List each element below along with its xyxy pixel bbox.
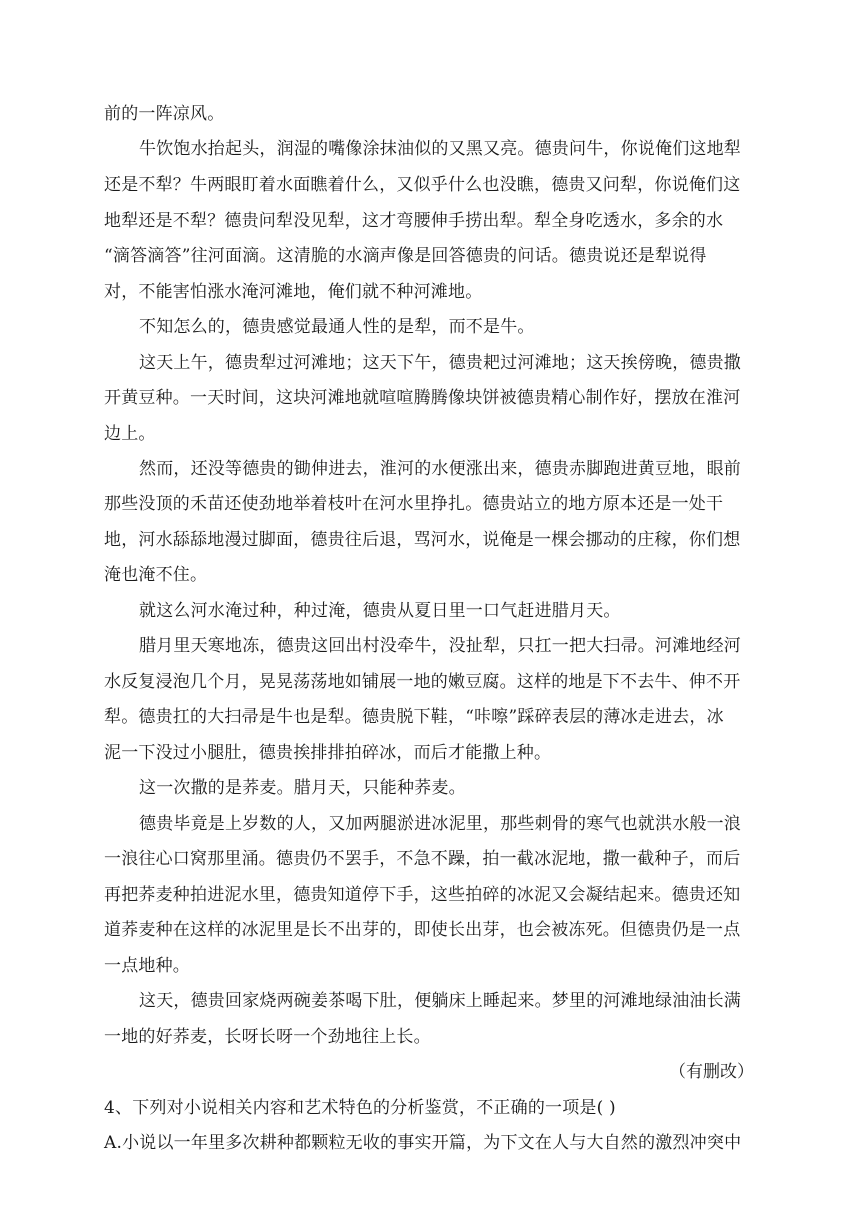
text-line: 泥一下没过小腿肚，德贵挨排排拍碎冰，而后才能撒上种。 — [104, 743, 552, 763]
question-4: 4、下列对小说相关内容和艺术特色的分析鉴赏，不正确的一项是( ) — [104, 1098, 616, 1118]
text-line: 牛饮饱水抬起头，润湿的嘴像涂抹油似的又黑又亮。德贵问牛，你说俺们这地犁 — [139, 139, 741, 159]
source-note: （有删改） — [669, 1062, 754, 1082]
text-line: 然而，还没等德贵的锄伸进去，淮河的水便涨出来，德贵赤脚跑进黄豆地，眼前 — [139, 459, 741, 479]
text-line: 这天，德贵回家烧两碗姜茶喝下肚，便躺床上睡起来。梦里的河滩地绿油油长满 — [139, 991, 741, 1011]
text-line: 腊月里天寒地冻，德贵这回出村没牵牛，没扯犁，只扛一把大扫帚。河滩地经河 — [139, 636, 741, 656]
text-line: 一浪往心口窝那里涌。德贵仍不罢手，不急不躁，拍一截冰泥地，撒一截种子，而后 — [104, 849, 741, 869]
text-line: 不知怎么的，德贵感觉最通人性的是犁，而不是牛。 — [139, 317, 535, 337]
text-line: 一地的好荞麦，长呀长呀一个劲地往上长。 — [104, 1027, 431, 1047]
text-line: 对，不能害怕涨水淹河滩地，俺们就不种河滩地。 — [104, 282, 483, 302]
text-line: 再把荞麦种拍进泥水里，德贵知道停下手，这些拍碎的冰泥又会凝结起来。德贵还知 — [104, 885, 741, 905]
text-line: 那些没顶的禾苗还使劲地举着枝叶在河水里挣扎。德贵站立的地方原本还是一处干 — [104, 494, 724, 514]
text-line: 道荞麦种在这样的冰泥里是长不出芽的，即使长出芽，也会被冻死。但德贵仍是一点 — [104, 920, 741, 940]
text-line: 地，河水舔舔地漫过脚面，德贵往后退，骂河水，说俺是一棵会挪动的庄稼，你们想 — [104, 530, 741, 550]
text-line: 边上。 — [104, 424, 156, 444]
text-line: 淹也淹不住。 — [104, 565, 208, 585]
text-line: 地犁还是不犁？德贵问犁没见犁，这才弯腰伸手捞出犁。犁全身吃透水，多余的水 — [104, 211, 724, 231]
text-line: 前的一阵凉风。 — [104, 104, 225, 124]
text-line: 开黄豆种。一天时间，这块河滩地就喧喧腾腾像块饼被德贵精心制作好，摆放在淮河 — [104, 388, 741, 408]
option-a: A.小说以一年里多次耕种都颗粒无收的事实开篇，为下文在人与大自然的激烈冲突中 — [104, 1133, 742, 1153]
text-line: “滴答滴答”往河面滴。这清脆的水滴声像是回答德贵的问话。德贵说还是犁说得 — [104, 246, 707, 266]
text-line: 德贵毕竟是上岁数的人，又加两腿淤进冰泥里，那些刺骨的寒气也就洪水般一浪 — [139, 814, 741, 834]
text-line: 这一次撒的是荞麦。腊月天，只能种荞麦。 — [139, 778, 466, 798]
text-line: 水反复浸泡几个月，晃晃荡荡地如铺展一地的嫩豆腐。这样的地是下不去牛、伸不开 — [104, 672, 741, 692]
text-line: 就这么河水淹过种，种过淹，德贵从夏日里一口气赶进腊月天。 — [139, 601, 621, 621]
text-line: 还是不犁？牛两眼盯着水面瞧着什么，又似乎什么也没瞧，德贵又问犁，你说俺们这 — [104, 175, 741, 195]
text-line: 犁。德贵扛的大扫帚是牛也是犁。德贵脱下鞋，“咔嚓”踩碎表层的薄冰走进去，冰 — [104, 707, 724, 727]
text-line: 这天上午，德贵犁过河滩地；这天下午，德贵耙过河滩地；这天挨傍晚，德贵撒 — [139, 353, 741, 373]
text-line: 一点地种。 — [104, 956, 190, 976]
